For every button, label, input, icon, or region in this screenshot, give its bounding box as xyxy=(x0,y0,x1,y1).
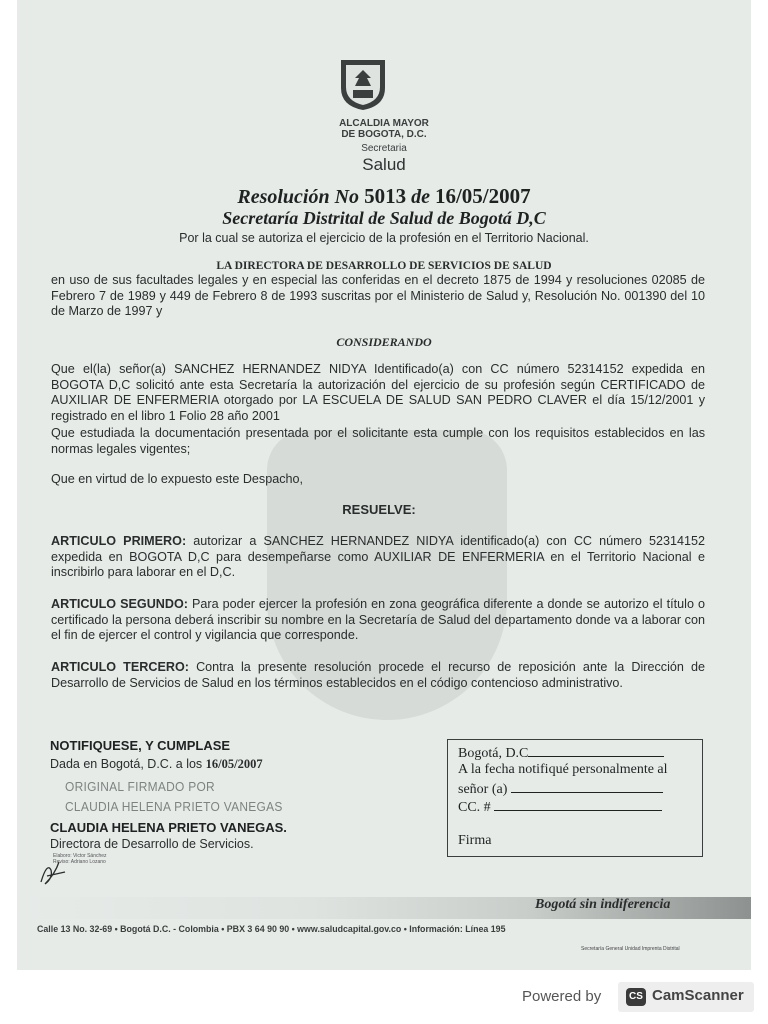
resolution-subtitle: Secretaría Distrital de Salud de Bogotá D,C xyxy=(222,208,546,228)
notification-senor: señor (a) xyxy=(458,782,508,797)
resolution-number: 5013 xyxy=(364,184,407,208)
coat-of-arms-icon xyxy=(337,56,389,112)
directora-heading: LA DIRECTORA DE DESARROLLO DE SERVICIOS DE SALUD xyxy=(216,260,552,272)
article-2 xyxy=(51,597,705,644)
article-3 xyxy=(51,660,705,691)
notification-city: Bogotá, D.C xyxy=(458,746,529,761)
footer-printer-note: Secretaría General Unidad Imprenta Distrital xyxy=(581,946,680,952)
secretaria-label: Secretaria xyxy=(361,143,407,154)
article-2-head: ARTICULO SEGUNDO: xyxy=(51,597,188,611)
notification-box xyxy=(447,739,703,857)
dada-date: 16/05/2007 xyxy=(205,757,263,771)
camscanner-icon: CS xyxy=(626,988,646,1006)
notification-line-3 xyxy=(458,780,663,798)
camscanner-brand: CamScanner xyxy=(652,987,744,1004)
resolution-title xyxy=(17,184,751,209)
institution-line1: ALCALDIA MAYOR xyxy=(339,118,429,129)
article-3-text: Contra la presente resolución procede el recurso de reposición ante la Dirección de Desarrollo de Servicios de Salud en los términos establecidos en el código contencioso administrativo. xyxy=(51,660,706,690)
reviso-note: Reviso: Adriano Lozano xyxy=(53,859,106,865)
footer-address: Calle 13 No. 32-69 • Bogotá D.C. - Colombia • PBX 3 64 90 90 • www.saludcapital.gov.co • Información: Línea 195 xyxy=(37,924,506,935)
document-page xyxy=(17,0,751,970)
preamble-paragraph: en uso de sus facultades legales y en especial las conferidas en el decreto 1875 de 1994 y resoluciones 02085 de Febrero 7 de 1989 y 449 de Febrero 8 de 1993 suscritas por el Ministerio de Salud y, Resolución No. 001390 del 10 de Marzo de 1997 y xyxy=(51,273,705,318)
article-1-text: autorizar a SANCHEZ HERNANDEZ NIDYA identificado(a) con CC número 52314152 expedida en BOGOTA D,C para desempeñarse como AUXILIAR DE ENFERMERIA en el Territorio Nacional e inscribirlo para laborar en el D,C. xyxy=(51,534,705,579)
considerando-heading: CONSIDERANDO xyxy=(336,335,432,349)
resolution-prefix: Resolución No xyxy=(237,186,360,208)
article-1 xyxy=(51,534,705,581)
considerando-paragraph-2: Que estudiada la documentación presentada por el solicitante esta cumple con los requisitos establecidos en las normas legales vigentes; xyxy=(51,426,705,456)
notification-senor-blank xyxy=(511,780,663,793)
resolution-title-mid: de xyxy=(411,186,430,208)
salud-label: Salud xyxy=(362,155,406,174)
bogota-sin-indiferencia-logo: Bogotá sin indiferencia xyxy=(535,897,671,912)
powered-by-label: Powered by xyxy=(522,988,602,1005)
resolution-date: 16/05/2007 xyxy=(434,184,531,208)
elaboro-note: Elaboro: Victor Sánchez xyxy=(53,853,107,859)
camscanner-badge xyxy=(618,982,754,1012)
article-3-head: ARTICULO TERCERO: xyxy=(51,660,189,674)
notification-line-2: A la fecha notifiqué personalmente al xyxy=(458,762,668,777)
article-1-head: ARTICULO PRIMERO: xyxy=(51,534,187,548)
stamp-line-2: CLAUDIA HELENA PRIETO VANEGAS xyxy=(65,799,283,814)
resolution-purpose: Por la cual se autoriza el ejercicio de la profesión en el Territorio Nacional. xyxy=(179,231,589,245)
notification-city-blank xyxy=(528,744,664,757)
notifiquese-line: NOTIFIQUESE, Y CUMPLASE xyxy=(50,738,231,753)
considerando-paragraph-3: Que en virtud de lo expuesto este Despacho, xyxy=(51,472,304,486)
resuelve-heading: RESUELVE: xyxy=(342,502,416,517)
initials-scribble-icon xyxy=(37,856,71,888)
notification-firma: Firma xyxy=(458,833,492,848)
dada-prefix: Dada en Bogotá, D.C. a los xyxy=(50,757,203,771)
institution-line2: DE BOGOTA, D.C. xyxy=(341,129,427,140)
considerando-paragraph-1: Que el(la) señor(a) SANCHEZ HERNANDEZ NIDYA Identificado(a) con CC número 52314152 expedida en BOGOTA D,C solicitó ante esta Secretaría la autorización del ejercicio de su profesión según CERTIFICADO de AUXILIAR DE ENFERMERIA otorgado por LA ESCUELA DE SALUD SAN PEDRO CLAVER el día 15/12/2001 y registrado en el libro 1 Folio 28 año 2001 xyxy=(51,362,705,423)
signer-name: CLAUDIA HELENA PRIETO VANEGAS. xyxy=(50,820,287,835)
dada-en-line xyxy=(50,757,263,772)
signer-title: Directora de Desarrollo de Servicios. xyxy=(50,837,254,851)
stamp-line-1: ORIGINAL FIRMADO POR xyxy=(65,779,215,794)
notification-line-4 xyxy=(458,798,662,816)
notification-cc: CC. # xyxy=(458,800,491,815)
notification-line-1 xyxy=(458,744,664,762)
notification-cc-blank xyxy=(494,798,662,811)
article-2-text: Para poder ejercer la profesión en zona geográfica diferente a donde se autorizo el título o certificado la persona deberá inscribir su nombre en la Secretaría de Salud del departamento donde va a laborar con el fin de ejercer el control y vigilancia que corresponde. xyxy=(51,597,705,642)
